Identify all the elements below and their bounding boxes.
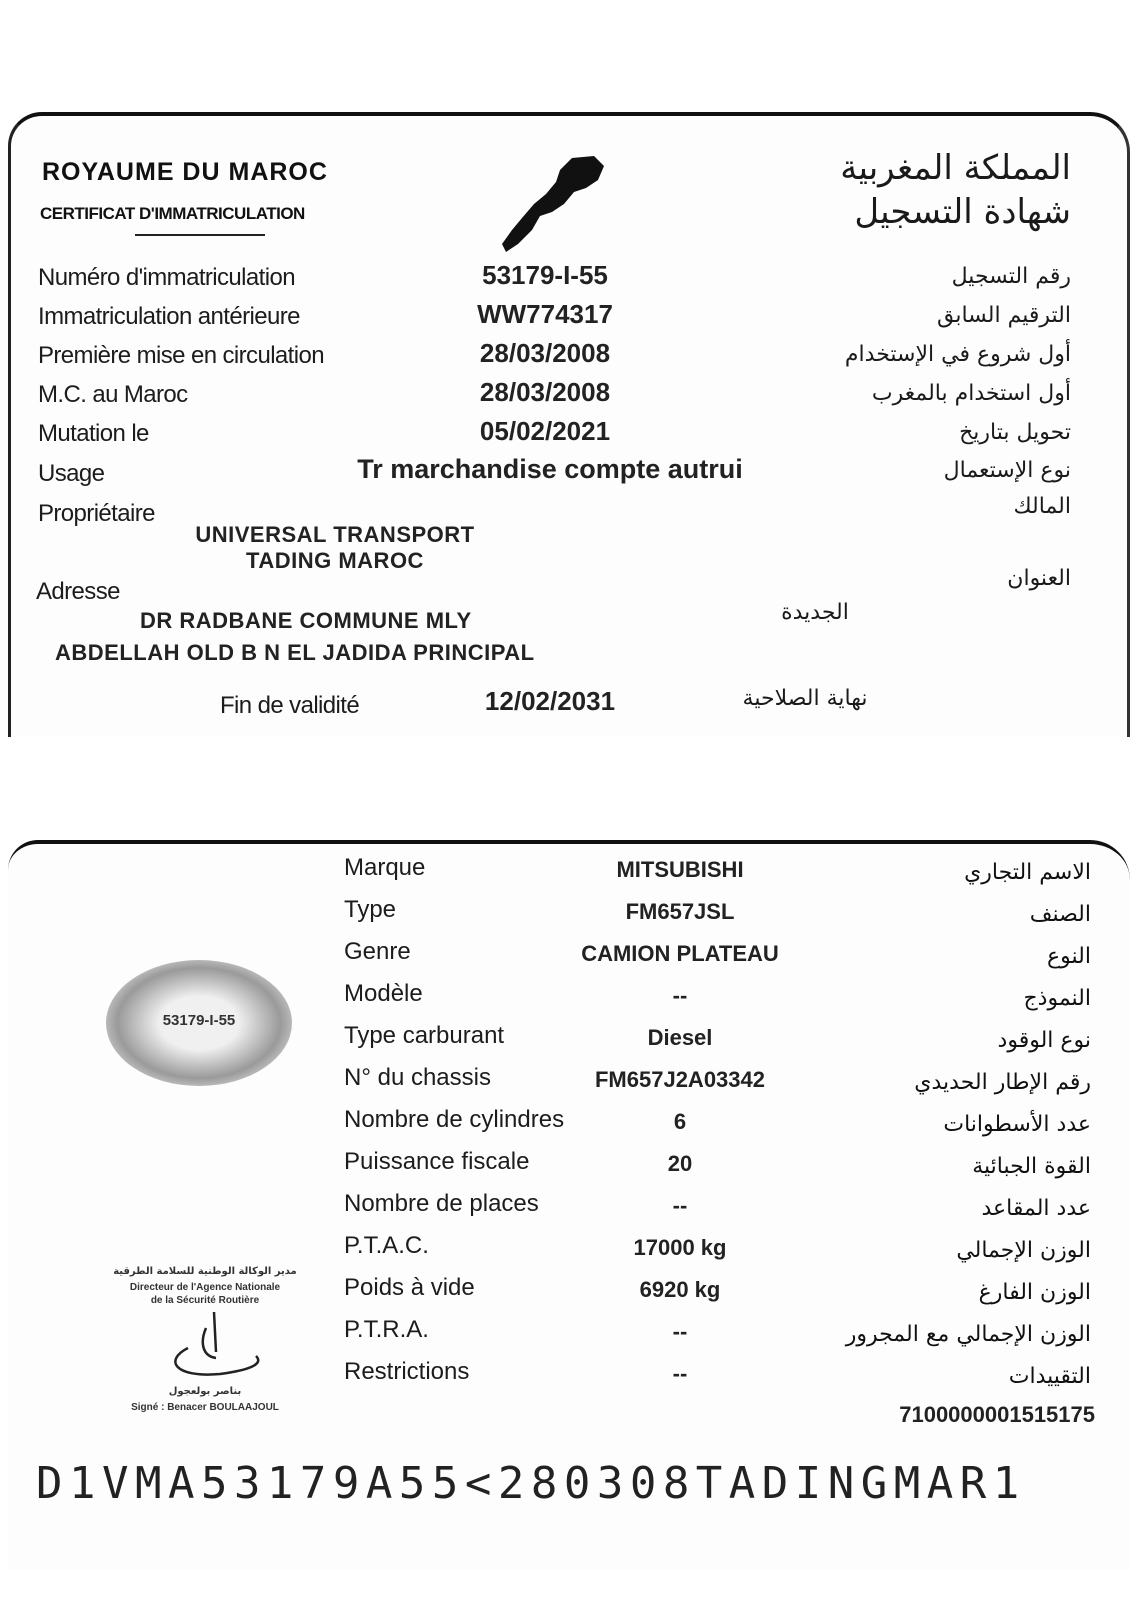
field-label-ar: عدد الأسطوانات <box>943 1112 1091 1137</box>
field-label-ar: رقم الإطار الحديدي <box>914 1070 1091 1095</box>
previous-registration: WW774317 <box>477 299 613 329</box>
model-value: -- <box>672 983 688 1008</box>
field-label-ar: عدد المقاعد <box>981 1196 1091 1221</box>
field-label-ar: الصنف <box>1029 902 1091 927</box>
field-label-fr: Type carburant <box>344 1022 505 1049</box>
field-label-fr: Nombre de places <box>344 1190 539 1217</box>
validity-label-ar: نهاية الصلاحية <box>742 686 868 711</box>
field-label-ar: تحويل بتاريخ <box>959 420 1071 445</box>
first-circulation-date: 28/03/2008 <box>479 338 611 368</box>
title-fr: ROYAUME DU MAROC <box>42 158 328 186</box>
field-label-fr: Mutation le <box>38 420 149 447</box>
field-label-fr: Première mise en circulation <box>38 342 324 369</box>
subtitle-fr: CERTIFICAT D'IMMATRICULATION <box>40 204 305 223</box>
address-line1: DR RADBANE COMMUNE MLY <box>140 608 472 633</box>
field-label-fr: Puissance fiscale <box>344 1148 530 1175</box>
field-label-ar: الترقيم السابق <box>937 303 1071 328</box>
field-label-ar: رقم التسجيل <box>951 264 1071 289</box>
title-ar: المملكة المغربية <box>840 148 1071 188</box>
morocco-map-icon <box>498 152 610 256</box>
signatory-title-ar: مدير الوكالة الوطنية للسلامة الطرقية <box>113 1266 297 1277</box>
registration-number: 53179-I-55 <box>482 260 608 290</box>
signatory-name-ar: بناصر بولعجول <box>168 1386 242 1397</box>
field-label-fr: Poids à vide <box>344 1274 475 1301</box>
type-value: FM657JSL <box>625 899 735 924</box>
field-label-fr: Genre <box>344 938 411 965</box>
restrictions-value: -- <box>672 1361 688 1386</box>
address-city-ar: الجديدة <box>781 600 849 625</box>
stamp-text: 53179-I-55 <box>162 1012 236 1029</box>
field-label-fr: Numéro d'immatriculation <box>38 264 295 291</box>
field-label-fr: Modèle <box>344 980 423 1007</box>
field-label-fr: N° du chassis <box>344 1064 491 1091</box>
cylinders-value: 6 <box>673 1109 687 1134</box>
field-label-ar: النوع <box>1047 944 1091 969</box>
morocco-circulation-date: 28/03/2008 <box>479 377 611 407</box>
ptac-value: 17000 kg <box>633 1235 727 1260</box>
serial-number: 7100000001515175 <box>899 1402 1095 1427</box>
usage-value: Tr marchandise compte autrui <box>357 454 743 484</box>
validity-date: 12/02/2031 <box>484 686 616 716</box>
owner-label-ar: المالك <box>1013 494 1071 519</box>
fiscal-power-value: 20 <box>667 1151 693 1176</box>
signatory-name-fr: Signé : Benacer BOULAAJOUL <box>131 1402 279 1413</box>
signatory-title-fr-2: de la Sécurité Routière <box>150 1295 260 1306</box>
owner-name-line1: UNIVERSAL TRANSPORT <box>195 522 475 547</box>
field-label-ar: أول شروع في الإستخدام <box>844 342 1071 367</box>
mutation-date: 05/02/2021 <box>479 416 611 446</box>
address-line2: ABDELLAH OLD B N EL JADIDA PRINCIPAL <box>55 640 535 665</box>
field-label-ar: القوة الجبائية <box>972 1154 1091 1179</box>
field-label-fr: P.T.R.A. <box>344 1316 429 1343</box>
genre-value: CAMION PLATEAU <box>581 941 779 966</box>
signature-icon <box>160 1308 270 1384</box>
owner-label: Propriétaire <box>38 500 155 527</box>
mrz-line: D1VMA53179A55<280308TADINGMAR1 <box>36 1458 1026 1509</box>
field-label-ar: الاسم التجاري <box>964 860 1091 885</box>
field-label-ar: أول استخدام بالمغرب <box>871 381 1071 406</box>
validity-label: Fin de validité <box>220 692 360 719</box>
field-label-fr: Nombre de cylindres <box>344 1106 565 1133</box>
field-label-fr: P.T.A.C. <box>344 1232 429 1259</box>
field-label-ar: النموذج <box>1023 986 1091 1011</box>
field-label-fr: Marque <box>344 854 426 881</box>
field-label-fr: M.C. au Maroc <box>38 381 188 408</box>
usage-label: Usage <box>38 460 105 487</box>
brand-value: MITSUBISHI <box>616 857 744 882</box>
field-label-ar: التقييدات <box>1008 1364 1091 1389</box>
subtitle-underline <box>135 234 265 236</box>
empty-weight-value: 6920 kg <box>639 1277 721 1302</box>
seats-value: -- <box>672 1193 688 1218</box>
field-label-ar: الوزن الإجمالي <box>956 1238 1091 1263</box>
field-label-ar: الوزن الفارغ <box>978 1280 1091 1305</box>
ptra-value: -- <box>672 1319 688 1344</box>
official-stamp <box>106 960 292 1086</box>
owner-name-line2: TADING MAROC <box>246 548 424 573</box>
field-label-ar: نوع الوقود <box>997 1028 1091 1053</box>
address-label-ar: العنوان <box>1007 566 1071 591</box>
address-label: Adresse <box>36 578 120 605</box>
usage-label-ar: نوع الإستعمال <box>943 458 1071 483</box>
field-label-fr: Immatriculation antérieure <box>38 303 300 330</box>
field-label-ar: الوزن الإجمالي مع المجرور <box>845 1322 1091 1347</box>
signatory-title-fr-1: Directeur de l'Agence Nationale <box>129 1282 281 1293</box>
chassis-value: FM657J2A03342 <box>594 1067 765 1092</box>
subtitle-ar: شهادة التسجيل <box>854 192 1071 232</box>
field-label-fr: Restrictions <box>344 1358 470 1385</box>
field-label-fr: Type <box>344 896 397 923</box>
fuel-value: Diesel <box>647 1025 713 1050</box>
